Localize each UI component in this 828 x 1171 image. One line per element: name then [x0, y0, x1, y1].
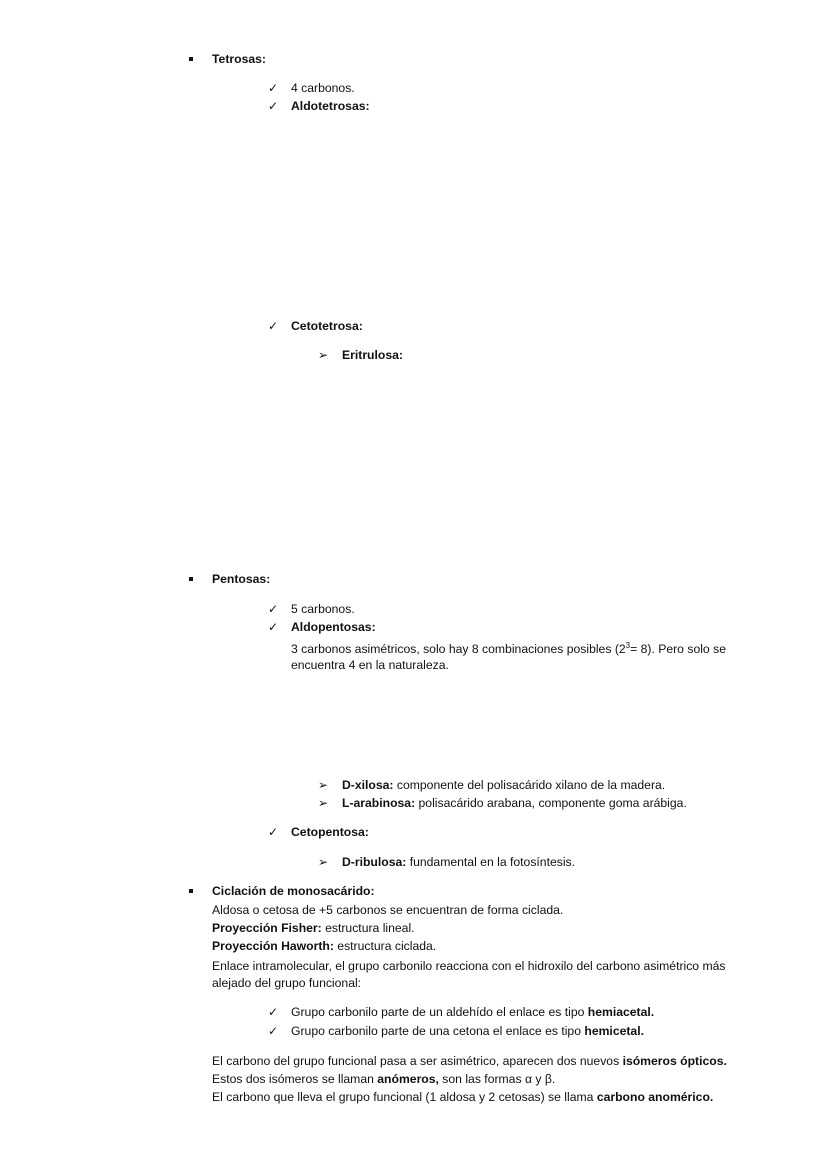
- paragraph-carbono-anomerico: El carbono que lleva el grupo funcional (1 aldosa y 2 cetosas) se llama carbono anomérico.: [212, 1090, 714, 1104]
- heading-ciclacion: Ciclación de monosacárido:: [212, 884, 375, 898]
- paragraph-isomeros: El carbono del grupo funcional pasa a ser asimétrico, aparecen dos nuevos isómeros ópticos.: [212, 1054, 727, 1068]
- haworth-line: Proyección Haworth: estructura ciclada.: [212, 939, 437, 953]
- checkmark-icon: ✓: [268, 319, 279, 333]
- pentosas-carbons: 5 carbonos.: [291, 602, 355, 616]
- checkmark-icon: ✓: [268, 825, 279, 839]
- enlace-line2: alejado del grupo funcional:: [212, 976, 362, 990]
- heading-pentosas: Pentosas:: [212, 572, 271, 586]
- bullet-square-icon: [189, 57, 193, 61]
- tetrosas-carbons: 4 carbonos.: [291, 81, 355, 95]
- paragraph-anomeros: Estos dos isómeros se llaman anómeros, son las formas α y β.: [212, 1072, 556, 1086]
- checkmark-icon: ✓: [268, 99, 279, 113]
- checkmark-icon: ✓: [268, 81, 279, 95]
- heading-tetrosas: Tetrosas:: [212, 52, 266, 66]
- arabinosa-item: L-arabinosa: polisacárido arabana, componente goma arábiga.: [342, 796, 687, 810]
- enlace-line1: Enlace intramolecular, el grupo carbonilo reacciona con el hidroxilo del carbono asimétrico más: [212, 959, 726, 973]
- checkmark-icon: ✓: [268, 1005, 279, 1019]
- aldopentosas-desc-line2: encuentra 4 en la naturaleza.: [291, 658, 449, 672]
- aldopentosas-label: Aldopentosas:: [291, 620, 376, 634]
- bullet-square-icon: [189, 577, 193, 581]
- xilosa-item: D-xilosa: componente del polisacárido xilano de la madera.: [342, 778, 666, 792]
- aldopentosas-desc-line1: 3 carbonos asimétricos, solo hay 8 combinaciones posibles $(2^3= 8)$. Pero solo se: [291, 641, 726, 657]
- arrow-bullet-icon: ➢: [318, 796, 329, 810]
- eritrulosa-label: Eritrulosa:: [342, 348, 403, 362]
- ribulosa-item: D-ribulosa: fundamental en la fotosíntesis.: [342, 855, 576, 869]
- fisher-line: Proyección Fisher: estructura lineal.: [212, 921, 415, 935]
- ciclacion-line1: Aldosa o cetosa de +5 carbonos se encuentran de forma ciclada.: [212, 903, 564, 917]
- hemiacetal-item: Grupo carbonilo parte de un aldehído el enlace es tipo hemiacetal.: [291, 1005, 655, 1019]
- arrow-bullet-icon: ➢: [318, 348, 329, 362]
- aldotetrosas-label: Aldotetrosas:: [291, 99, 370, 113]
- arrow-bullet-icon: ➢: [318, 855, 329, 869]
- cetotetrosa-label: Cetotetrosa:: [291, 319, 363, 333]
- arrow-bullet-icon: ➢: [318, 778, 329, 792]
- checkmark-icon: ✓: [268, 602, 279, 616]
- hemicetal-item: Grupo carbonilo parte de una cetona el enlace es tipo hemicetal.: [291, 1024, 644, 1038]
- cetopentosa-label: Cetopentosa:: [291, 825, 369, 839]
- bullet-square-icon: [189, 889, 193, 893]
- checkmark-icon: ✓: [268, 620, 279, 634]
- checkmark-icon: ✓: [268, 1024, 279, 1038]
